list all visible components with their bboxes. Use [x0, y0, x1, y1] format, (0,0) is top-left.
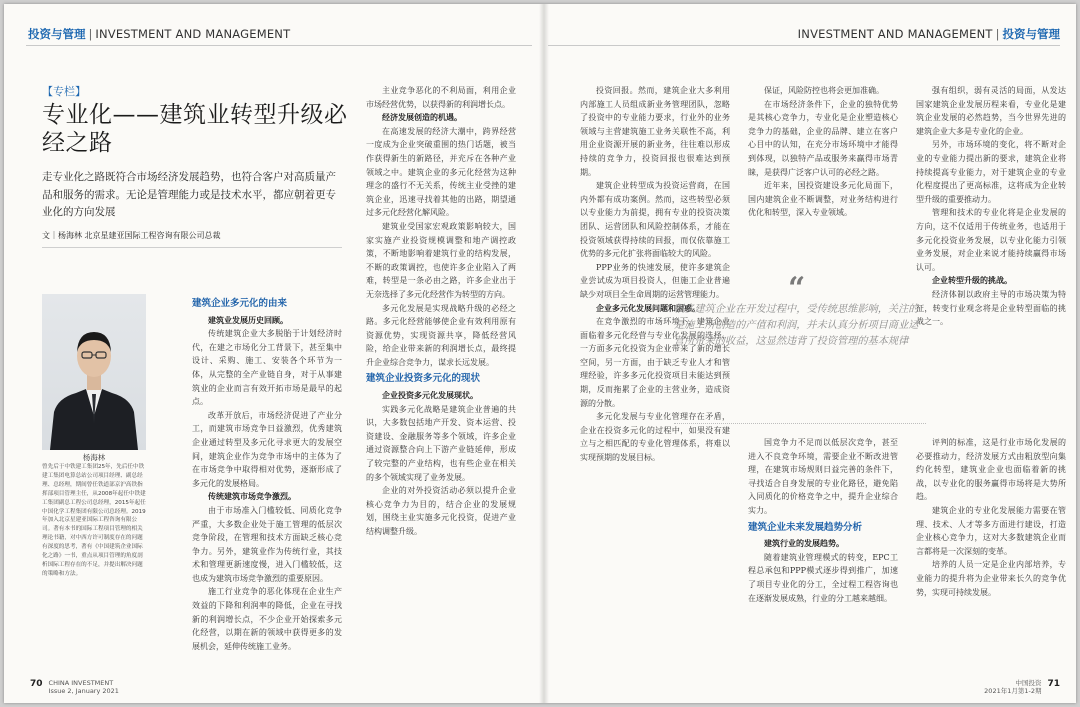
text-column-5-bottom — [916, 436, 1066, 668]
section-heading: 建筑企业多元化的由来 — [192, 298, 288, 309]
page-number-right: 71 — [1047, 679, 1060, 689]
body-paragraph: 建筑企业转型成为投资运营商，在国内外都有成功案例。然而，这些转型必须以专业能力为前提，拥有专业的投资决策团队、运营团队和风险控制体系，才能在投资领域获得持续的回报，而仅依靠施工优势的多元化扩张将面临较大的风险。 — [580, 181, 730, 259]
byline: 文｜杨海林 北京星建亚国际工程咨询有限公司总裁 — [42, 230, 342, 248]
body-paragraph: 企业的对外投资活动必须以提升企业核心竞争力为目的，结合企业的发展规划，围绕主业实施多元化投资，促进产业结构调整升级。 — [366, 486, 516, 536]
page-number-left: 70 — [30, 679, 43, 689]
right-page — [540, 4, 1076, 703]
left-page — [4, 4, 540, 703]
text-column-4-top — [748, 84, 898, 262]
section-title-en: INVESTMENT AND MANAGEMENT — [95, 27, 291, 41]
text-column-5-top — [916, 84, 1066, 429]
magazine-issue-cn: 2021年1月第1-2期 — [984, 687, 1042, 695]
right-running-header: INVESTMENT AND MANAGEMENT | 投资与管理 — [797, 27, 1060, 41]
text-column-4-bottom — [748, 436, 898, 668]
body-paragraph: 在竞争激烈的市场环境下，建筑企业面临着多元化经营与专业化发展的选择，一方面多元化投资为企业带来了新的增长空间，另一方面，由于缺乏专业人才和管理经验，许多多元化投资项目未能达到预期，反而拖累了企业的主营业务，造成资源的分散。 — [580, 317, 730, 408]
body-paragraph: 强有组织，弱有灵活的局面，从发达国家建筑企业发展历程来看，专业化是建筑企业发展的必然趋势，当今世界先进的建筑企业大多是专业化的企业。 — [916, 86, 1066, 136]
body-paragraph: 管理和技术的专业化将是企业发展的方向，这不仅适用于传统业务，也适用于多元化投资业务发展，以专业化能力引领业务发展，对企业来说才能持续赢得市场认可。 — [916, 208, 1066, 272]
magazine-issue: Issue 2, January 2021 — [48, 687, 119, 695]
subsection-heading: 经济发展创造的机遇。 — [382, 112, 462, 123]
section-title-cn-right: 投资与管理 — [1002, 27, 1060, 41]
header-rule — [26, 45, 532, 46]
body-paragraph: 建筑企业的专业化发展能力需要在管理、技术、人才等多方面进行建设，打造企业核心竞争力，这对大多数建筑企业而言都将是一次深刻的变革。 — [916, 505, 1066, 556]
body-paragraph: PPP业务的快速发展，使许多建筑企业尝试成为项目投资人，但施工企业普遍缺少对项目全生命周期的运营管理能力。 — [580, 262, 730, 299]
body-paragraph: 培养的人员一定是企业内部培养，专业能力的提升将为企业带来长久的竞争优势，实现可持续发展。 — [916, 560, 1066, 597]
body-paragraph: 另外，市场环境的变化，将不断对企业的专业能力提出新的要求，建筑企业将持续提高专业能力，对于建筑企业的专业化程度提出了更高标准，这将成为企业转型升级的重要推动力。 — [916, 140, 1066, 204]
body-paragraph: 经济体制以政府主导的市场决策为特征，转变行业观念将是企业转型面临的挑战之一。 — [916, 289, 1066, 327]
column-tag: 【专栏】 — [42, 85, 86, 98]
body-paragraph: 多元化发展与专业化管理存在矛盾，企业在投资多元化的过程中，如果没有建立与之相匹配的专业化管理体系，将难以实现预期的发展目标。 — [580, 412, 730, 463]
body-paragraph: 随着建筑业管理模式的转变，EPC工程总承包和PPP模式逐步得到推广，加速了项目专业化的分工，全过程工程咨询也在逐渐发展成熟，行业的分工越来越细。 — [748, 552, 898, 603]
section-heading: 建筑企业未来发展趋势分析 — [748, 521, 863, 533]
section-heading: 建筑企业投资多元化的现状 — [366, 373, 481, 385]
body-paragraph: 施工行业竞争的恶化体现在企业生产效益的下降和利润率的降低，企业在寻找新的利润增长点，不少企业开始探索多元化经营，以期在新的领域中获得更多的发展机会，延伸传统施工业务。 — [192, 587, 342, 651]
body-paragraph: 国竞争力不足而以低层次竞争，甚至进入不良竞争环境，需要企业不断改进管理，在建筑市场规则日益完善的条件下，寻找适合自身发展的专业化路径，避免陷入同质化的价格竞争之中，提升企业综合实力。 — [748, 438, 898, 515]
body-paragraph: 在市场经济条件下，企业的独特优势是其核心竞争力，专业化是企业塑造核心竞争力的基础，企业的品牌、建立在客户心目中的认知，在充分市场环境中才能得到体现，以独特产品或服务来赢得市场青睐，是获得广泛客户认可的必经之路。 — [748, 99, 898, 177]
text-column-2 — [366, 84, 516, 669]
author-photo — [42, 294, 146, 450]
subsection-heading: 企业多元化发展问题和困惑。 — [596, 302, 700, 313]
magazine-name-cn: 中国投资 — [1015, 679, 1042, 687]
body-paragraph: 传统建筑企业大多脱胎于计划经济时代，在建之市场化分工背景下，甚至集中设计、采购、施工、安装各个环节为一体，从完整的全产业链自身，对于从事建筑业的企业而言有效开拓市场是最早的起点。 — [192, 329, 342, 407]
body-paragraph: 在高速发展的经济大潮中，跨界经营一度成为企业突破重围的热门话题，被当作获得新生的新路径，并充斥在各种产业领域之中。建筑企业的多元化经营为这种理念的盛行不无关系，传统主业受挫的建筑企业，迅速寻找着其他的出路，期望通过多元化经营化解风险。 — [366, 126, 516, 218]
subsection-heading: 建筑行业的发展趋势。 — [764, 538, 844, 549]
article-title: 专业化——建筑业转型升级必经之路 — [42, 102, 348, 156]
pull-quote: 很多建筑企业在开发过程中，受传统思维影响，关注的是施工所创造的产值和利润，并未认真分析项目商业运营所带来的收益，这显然违背了投资管理的基本规律 — [674, 304, 919, 347]
subsection-heading: 企业投资多元化发展现状。 — [382, 390, 478, 401]
subsection-heading: 企业转型升级的挑战。 — [932, 275, 1012, 286]
right-folio — [984, 679, 1060, 695]
left-folio — [30, 679, 119, 695]
text-column-3 — [580, 84, 730, 669]
quote-rule — [674, 423, 926, 424]
quote-mark-icon: “ — [788, 271, 806, 306]
section-title-en-right: INVESTMENT AND MANAGEMENT — [797, 27, 993, 41]
magazine-name: CHINA INVESTMENT — [48, 679, 114, 687]
body-paragraph: 主业竞争恶化的不利局面，利用企业市场经营优势，以获得新的利润增长点。 — [366, 86, 516, 109]
body-paragraph: 实践多元化战略是建筑企业普遍的共识，大多数包括地产开发、资本运营、投资建设、金融服务等多个领域，许多企业通过资源整合向上下游产业链延伸，形成了较完整的产业结构，也有些企业在相关的多个领域实现了业务发展。 — [366, 404, 516, 482]
left-running-header: 投资与管理 | INVESTMENT AND MANAGEMENT — [28, 27, 291, 41]
body-paragraph: 保证，风险防控也将会更加准确。 — [764, 86, 884, 95]
body-paragraph: 改革开放后，市场经济促进了产业分工，而建筑市场竞争日益激烈，优秀建筑企业通过转型及多元化寻求更大的发展空间，建筑企业作为竞争市场中的主体为了在市场竞争中取得相对优势，逐渐形成了多元化的发展格局。 — [192, 410, 342, 488]
author-name: 杨海林 — [82, 453, 106, 462]
body-paragraph: 近年来，国投资建设多元化局面下，国内建筑企业不断调整，对业务结构进行优化和转型，深入专业领域。 — [748, 181, 898, 218]
section-title-cn: 投资与管理 — [28, 27, 86, 41]
author-bio: 曾先后于中铁建工集团25年，先后任中铁建工集团电算总站公司项目经理、副总经理、总经理，期间曾任铁道部京沪高铁指挥部项目管理主任，从2008年起任中铁建工集团副总工程公司总经理，2015年起任中国化学工程集团有限公司总经理。2019年加入北京星建亚国际工程咨询有限公司。著有本书的国际工程项目管理的相关理论书籍，对中西方许可制度存在的问题有深度的思考，著有《中国建筑企业国际化之路》一书，重点从项目管理的角度剖析国际工程存在的不足，并提出解决问题的策略和方法。 — [42, 464, 146, 577]
subsection-heading: 传统建筑市场竞争激烈。 — [208, 491, 296, 502]
body-paragraph: 由于市场准入门槛较低、同质化竞争严重，大多数企业处于施工管理的低层次竞争阶段，在管理和技术方面缺乏核心竞争力。另外，建筑业作为传统行业，其技术和管理更新速度慢，进入门槛较低，这也成为建筑市场竞争激烈的重要原因。 — [192, 505, 342, 583]
subsection-heading: 建筑业发展历史回顾。 — [208, 314, 288, 325]
header-rule-right — [548, 45, 1060, 46]
body-paragraph: 多元化发展是实现战略升级的必经之路。多元化经营能够使企业有效利用原有资源优势，实现资源共享，降低经营风险，给企业带来新的利润增长点，最终提升企业综合竞争力，谋求长远发展。 — [366, 303, 516, 367]
body-paragraph: 评判的标准，这是行业市场化发展的必要推动力，经济发展方式由粗放型向集约化转型，建筑业企业也面临着新的挑战，以专业化的服务赢得市场将是大势所趋。 — [916, 438, 1066, 502]
article-lead: 走专业化之路既符合市场经济发展趋势，也符合客户对高质量产品和服务的需求。无论是管理能力或是技术水平，都应朝着更专业化的方向发展 — [42, 171, 336, 218]
body-paragraph: 投资回报。然而，建筑企业大多利用内部施工人员组成新业务管理团队，忽略了投资中的专业能力要求，行业外的业务领域与主营建筑施工业务关联性不高，利用企业资源开展的新业务，往往难以形成持续的竞争力，投资回报也很难达到预期。 — [580, 86, 730, 177]
text-column-1 — [192, 294, 342, 664]
body-paragraph: 建筑业受国家宏观政策影响较大，国家实施产业投资规模调整和地产调控政策，不断地影响着建筑行业的结构发展，不断的政策调控，也使许多企业陷入了两难，转型是一条必由之路，许多企业出于无奈选择了多元化经营作为转型的方向。 — [366, 221, 516, 299]
magazine-spread — [4, 4, 1076, 703]
